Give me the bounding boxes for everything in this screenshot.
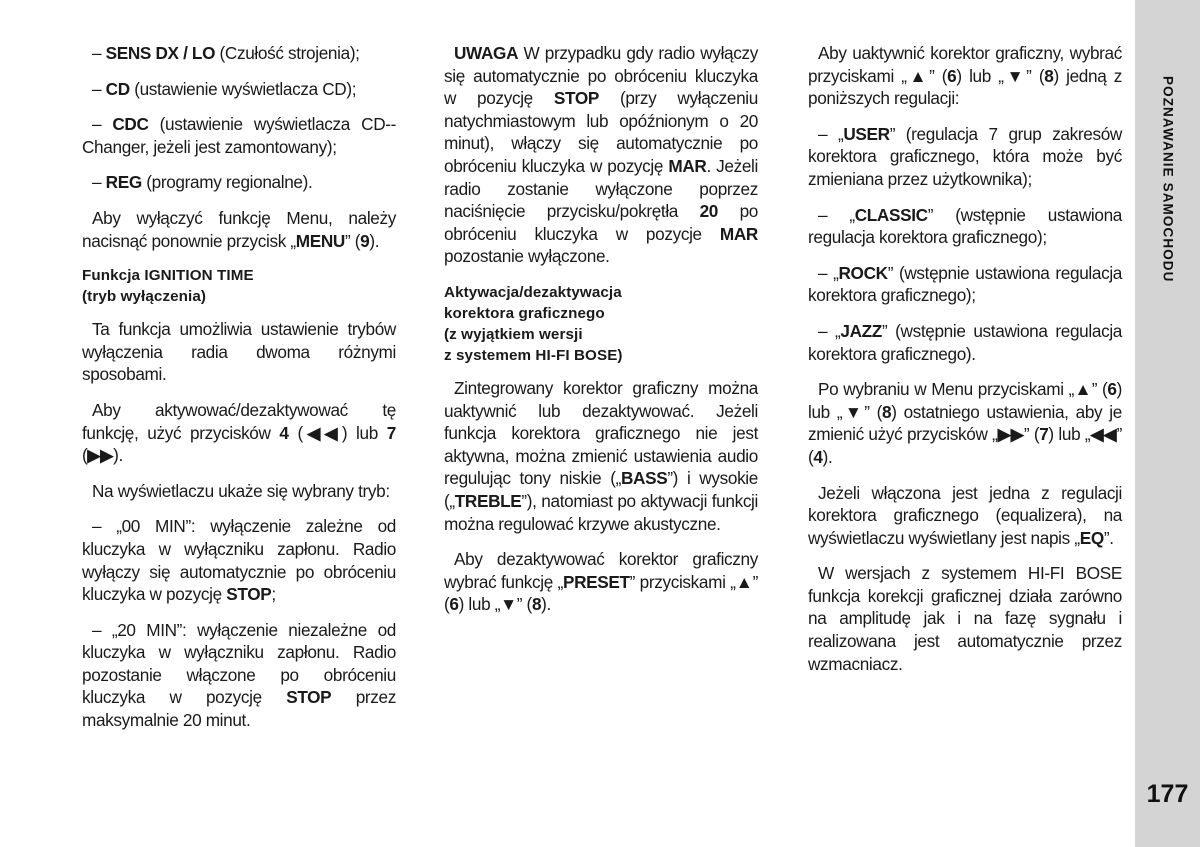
page-number: 177 [1146,780,1189,808]
section-title-text: POZNAWANIE SAMOCHODU [1160,75,1176,283]
list-item: – REG (programy regionalne). [92,172,313,193]
column-3 [808,42,1122,688]
paragraph: Aby uaktywnić korektor graficzny, wybrać przyciskami „▲” (6) lub „▼” (8) jedną z poniższych regulacji: [808,43,1123,109]
list-item: – „JAZZ” (wstępnie ustawiona regulacja korektora graficznego). [808,320,1122,364]
paragraph: Po wybraniu w Menu przyciskami „▲” (6) lub „▼” (8) ostatniego ustawienia, aby je zmienić użyć przycisków „▶▶” (7) lub „◀◀” (4). [808,379,1122,467]
paragraph: W wersjach z systemem HI-FI BOSE funkcja korekcji graficznej działa zarówno na amplitudę jak i na fazę sygnału i realizowana jest automatycznie przez wzmacniacz. [808,563,1122,674]
paragraph-menu-exit: Aby wyłączyć funkcję Menu, należy nacisnąć ponownie przycisk „MENU” (9). [82,207,396,251]
paragraph: Jeżeli włączona jest jedna z regulacji korektora graficznego (equalizera), na wyświetlaczu wyświetlany jest napis „EQ”. [808,482,1122,548]
list-item: – CDC (ustawienie wyświetlacza CD--Changer, jeżeli jest zamontowany); [82,114,397,157]
column-2 [444,42,758,629]
warning-paragraph: UWAGA W przypadku gdy radio wyłączy się automatycznie po obróceniu kluczyka w pozycję STOP (przy wyłączeniu natychmiastowym lub opóźnionym o 20 minut), włączy się automatycznie po obróceniu kluczyka w pozycję MAR. Jeżeli radio zostanie wyłączone poprzez naciśnięcie przycisku/pokrętła 20 po obróceniu kluczyka w pozycje MAR pozostanie wyłączone. [444,43,758,267]
paragraph: Aby aktywować/dezaktywować tę funkcję, użyć przycisków 4 (◀◀) lub 7 (▶▶). [82,399,396,466]
list-item: – SENS DX / LO (Czułość strojenia); [92,43,360,63]
paragraph: Aby dezaktywować korektor graficzny wybrać funkcję „PRESET” przyciskami „▲” (6) lub „▼” (8). [444,549,759,615]
heading-ignition-time: Funkcja IGNITION TIME (tryb wyłączenia) [82,267,254,306]
heading-equalizer: Aktywacja/dezaktywacja korektora graficznego (z wyjątkiem wersji z systemem HI-FI BOSE) [444,283,623,364]
paragraph: Zintegrowany korektor graficzny można uaktywnić lub dezaktywować. Jeżeli funkcja korektora graficznego nie jest aktywna, można zmienić ustawienia audio regulując tony niskie („BASS”) i wysokie („TREBLE”), natomiast po aktywacji funkcji można regulować krzywe akustyczne. [444,377,758,534]
column-1 [82,42,396,745]
paragraph: Ta funkcja umożliwia ustawienie trybów wyłączenia radia dwoma różnymi sposobami. [82,319,396,385]
list-item: – „USER” (regulacja 7 grup zakresów korektora graficznego, która może być zmieniana przez użytkownika); [808,123,1122,189]
section-title-vertical [1156,44,1180,314]
list-item: – „00 MIN”: wyłączenie zależne od kluczyka w wyłączniku zapłonu. Radio wyłączy się automatycznie po obróceniu kluczyka w pozycję STOP; [82,516,396,605]
list-item: – „20 MIN”: wyłączenie niezależne od kluczyka w wyłączniku zapłonu. Radio pozostanie włączone po obróceniu kluczyka w pozycję STOP przez maksymalnie 20 minut. [82,619,396,731]
list-item: – „ROCK” (wstępnie ustawiona regulacja korektora graficznego); [808,262,1122,306]
paragraph: Na wyświetlaczu ukaże się wybrany tryb: [92,480,390,501]
list-item: – CD (ustawienie wyświetlacza CD); [92,78,357,99]
list-item: – „CLASSIC” (wstępnie ustawiona regulacja korektora graficznego); [808,204,1122,248]
